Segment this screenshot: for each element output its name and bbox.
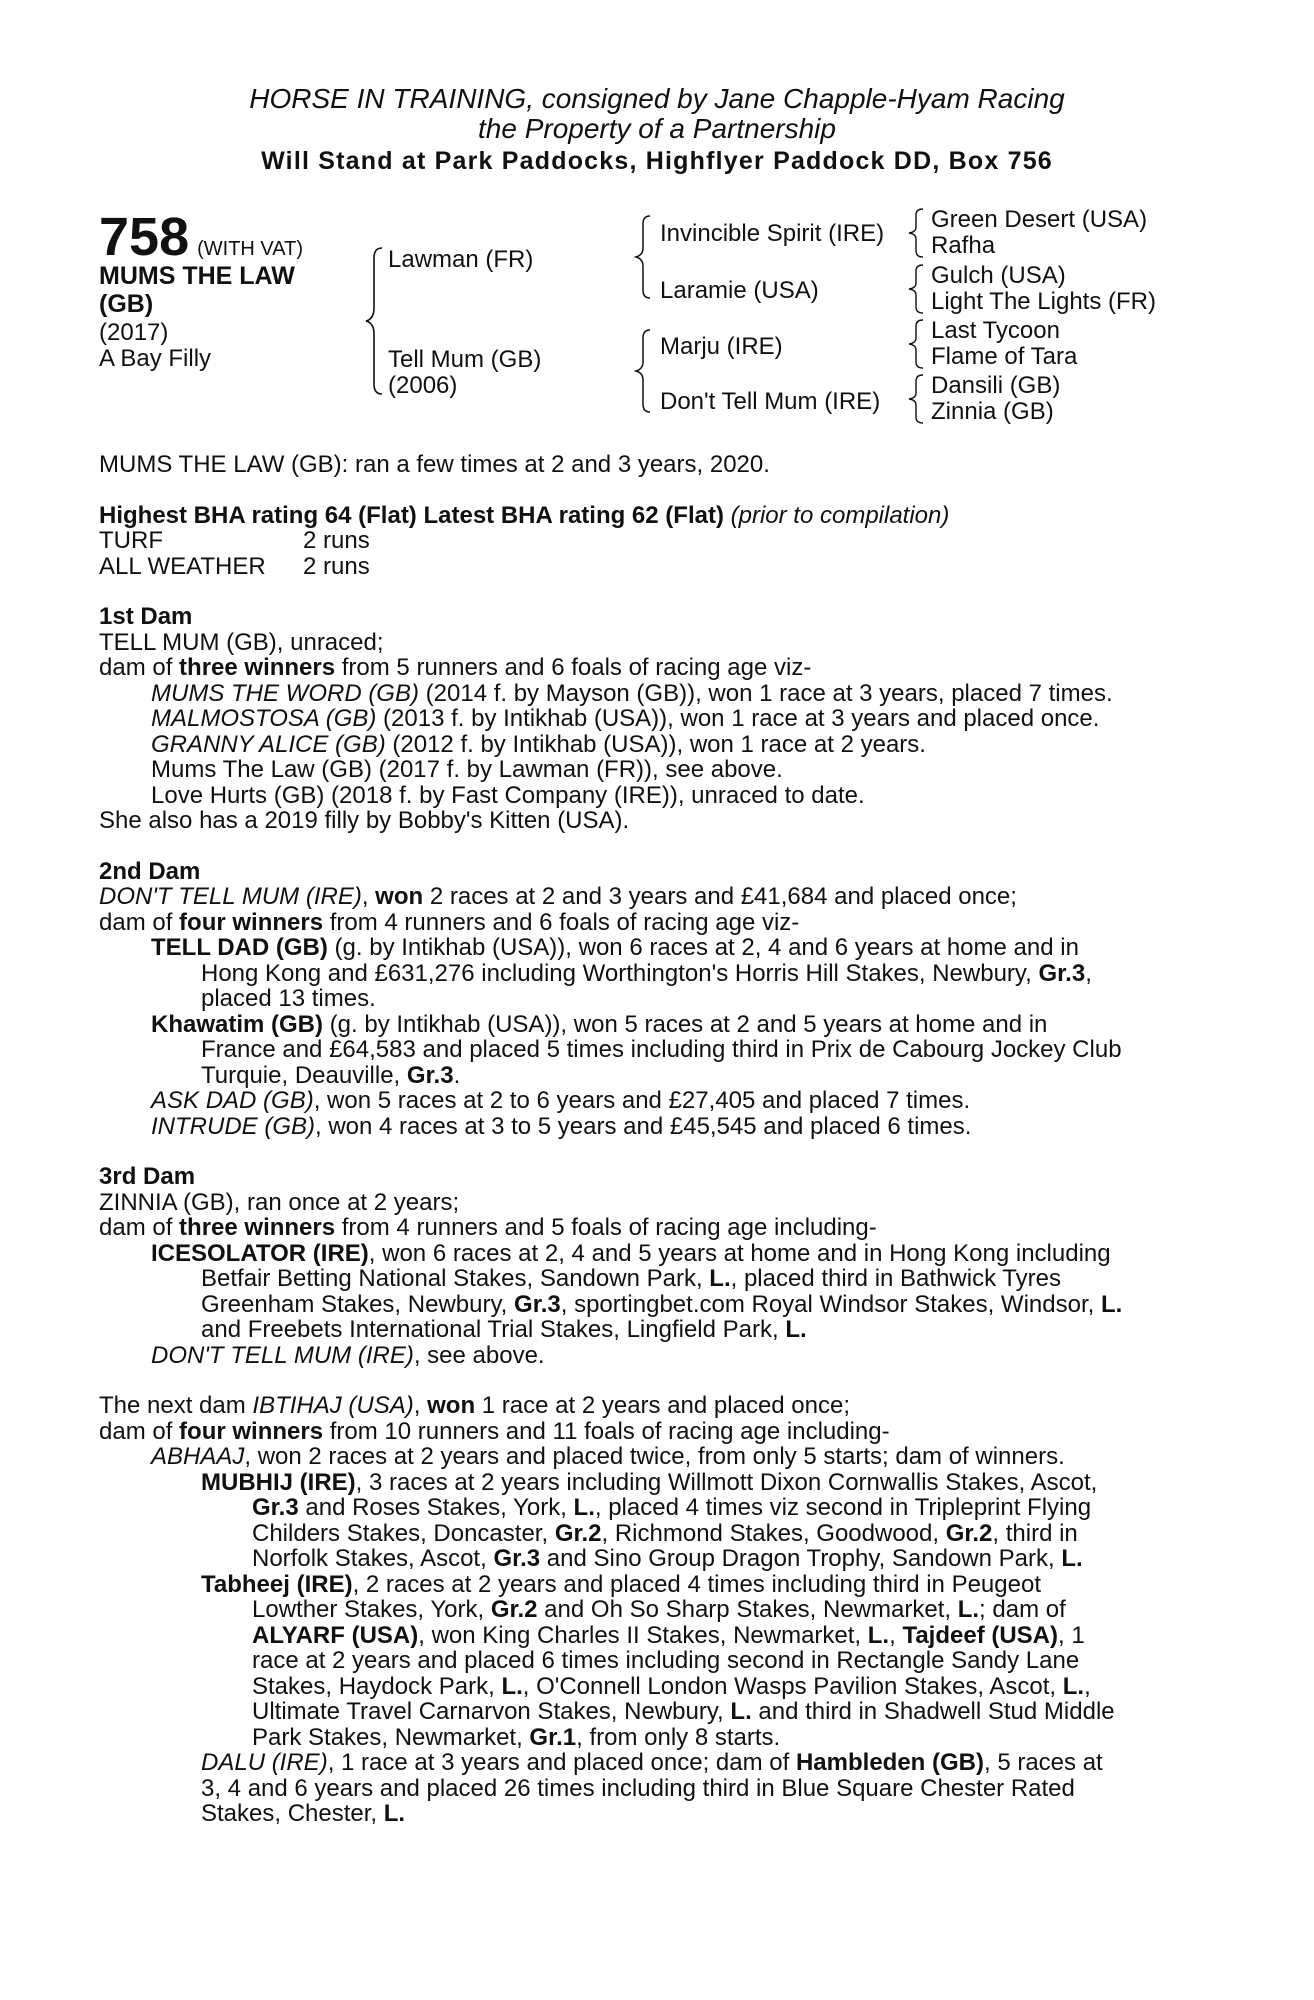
list-item: ICESOLATOR (IRE), won 6 races at 2, 4 and 5 years at home and in Hong Kong including [151, 1239, 1111, 1267]
list-item-cont: Stakes, Chester, L. [201, 1800, 406, 1827]
pedigree-dam: Tell Mum (GB) [388, 346, 542, 373]
pedigree-g3-5: Last Tycoon [931, 317, 1060, 344]
pedigree-sire-sire: Invincible Spirit (IRE) [660, 220, 885, 247]
list-item-cont: Childers Stakes, Doncaster, Gr.2, Richmond Stakes, Goodwood, Gr.2, third in [252, 1519, 1078, 1547]
pedigree-sire: Lawman (FR) [388, 246, 534, 273]
list-item-cont: France and £64,583 and placed 5 times including third in Prix de Cabourg Jockey Club [201, 1036, 1122, 1063]
list-item-cont: Lowther Stakes, York, Gr.2 and Oh So Sharp Stakes, Newmarket, L.; dam of [252, 1596, 1066, 1623]
bha-ratings [99, 503, 1209, 529]
pedigree-g3-1: Green Desert (USA) [931, 206, 1148, 233]
first-dam-note: She also has a 2019 filly by Bobby's Kitten (USA). [99, 807, 630, 834]
list-item: GRANNY ALICE (GB) (2012 f. by Intikhab (USA)), won 1 race at 2 years. [151, 730, 926, 758]
pedigree-g3-8: Zinnia (GB) [931, 398, 1054, 425]
vat-label: (WITH VAT) [197, 238, 304, 260]
list-item: INTRUDE (GB), won 4 races at 3 to 5 years and £45,545 and placed 6 times. [151, 1112, 972, 1140]
pedigree-g3-7: Dansili (GB) [931, 372, 1061, 399]
list-item: MALMOSTOSA (GB) (2013 f. by Intikhab (USA)), won 1 race at 3 years and placed once. [151, 705, 1100, 732]
rating-note: (prior to compilation) [730, 501, 950, 529]
horse-name [99, 262, 359, 318]
second-dam-line: DON'T TELL MUM (IRE), won 2 races at 2 and 3 years and £41,684 and placed once; [99, 883, 1017, 910]
catalogue-body [99, 452, 1209, 1827]
next-dam-line: The next dam IBTIHAJ (USA), won 1 race at 2 years and placed once; [99, 1392, 851, 1419]
turf-value: 2 runs [303, 527, 370, 554]
turf-label: TURF [99, 527, 163, 554]
sire-line-brace [632, 214, 656, 300]
list-item: ASK DAD (GB), won 5 races at 2 to 6 years and £27,405 and placed 7 times. [151, 1087, 971, 1114]
stand-location-line: Will Stand at Park Paddocks, Highflyer Paddock DD, Box 756 [261, 147, 1053, 175]
foaling-year: (2017) [99, 319, 169, 346]
race-summary: MUMS THE LAW (GB): ran a few times at 2 and 3 years, 2020. [99, 451, 770, 478]
list-item-cont: Stakes, Haydock Park, L., O'Connell London Wasps Pavilion Stakes, Ascot, L., [252, 1672, 1091, 1700]
gen3-brace-4 [905, 373, 929, 425]
aw-runs [99, 554, 1209, 580]
consignor-line: HORSE IN TRAINING, consigned by Jane Chapple-Hyam Racing [249, 83, 1065, 114]
list-item-cont: Greenham Stakes, Newbury, Gr.3, sportingbet.com Royal Windsor Stakes, Windsor, L. [201, 1290, 1123, 1318]
second-dam-produce: dam of four winners from 4 runners and 6 foals of racing age viz- [99, 908, 800, 936]
list-item: Love Hurts (GB) (2018 f. by Fast Company (IRE)), unraced to date. [151, 781, 865, 809]
list-item: DALU (IRE), 1 race at 3 years and placed once; dam of Hambleden (GB), 5 races at [201, 1749, 1103, 1776]
pedigree-dam-sire: Marju (IRE) [660, 333, 783, 360]
list-item-cont: Gr.3 and Roses Stakes, York, L., placed 4 times viz second in Tripleprint Flying [252, 1494, 1092, 1521]
list-item: Tabheej (IRE), 2 races at 2 years and placed 4 times including third in Peugeot [201, 1570, 1041, 1598]
next-dam-produce: dam of four winners from 10 runners and 11 foals of racing age including- [99, 1417, 890, 1445]
list-item-cont: Norfolk Stakes, Ascot, Gr.3 and Sino Group Dragon Trophy, Sandown Park, L. [252, 1545, 1083, 1572]
third-dam-line: ZINNIA (GB), ran once at 2 years; [99, 1188, 460, 1216]
list-item-cont: 3, 4 and 6 years and placed 26 times including third in Blue Square Chester Rated [201, 1774, 1075, 1802]
list-item-cont: Betfair Betting National Stakes, Sandown Park, L., placed third in Bathwick Tyres [201, 1265, 1061, 1292]
list-item: ABHAAJ, won 2 races at 2 years and placed twice, from only 5 starts; dam of winners. [151, 1443, 1065, 1470]
second-dam-heading: 2nd Dam [99, 857, 201, 885]
turf-runs [99, 528, 1209, 554]
pedigree-g3-6: Flame of Tara [931, 343, 1078, 370]
gen3-brace-3 [905, 318, 929, 370]
gen3-brace-1 [905, 207, 929, 259]
list-item-cont: ALYARF (USA), won King Charles II Stakes, Newmarket, L., Tajdeef (USA), 1 [252, 1621, 1085, 1649]
list-item: DON'T TELL MUM (IRE), see above. [151, 1341, 545, 1369]
list-item-cont: Turquie, Deauville, Gr.3. [201, 1061, 461, 1089]
list-item-cont: and Freebets International Trial Stakes, Lingfield Park, L. [201, 1316, 807, 1343]
list-item-cont: Park Stakes, Newmarket, Gr.1, from only 8 starts. [252, 1723, 781, 1751]
first-dam-heading: 1st Dam [99, 603, 193, 630]
gen3-brace-2 [905, 263, 929, 315]
pedigree-g3-4: Light The Lights (FR) [931, 288, 1156, 315]
list-item: MUBHIJ (IRE), 3 races at 2 years including Willmott Dixon Cornwallis Stakes, Ascot, [201, 1468, 1098, 1496]
list-item: Mums The Law (GB) (2017 f. by Lawman (FR)), see above. [151, 756, 783, 783]
list-item-cont: Ultimate Travel Carnarvon Stakes, Newbury, L. and third in Shadwell Stud Middle [252, 1698, 1115, 1725]
aw-label: ALL WEATHER [99, 552, 266, 580]
list-item-cont: Hong Kong and £631,276 including Worthington's Horris Hill Stakes, Newbury, Gr.3, [201, 959, 1092, 987]
list-item-cont: placed 13 times. [201, 985, 376, 1012]
first-dam-line: TELL MUM (GB), unraced; [99, 628, 384, 656]
first-dam-produce: dam of three winners from 5 runners and 6 foals of racing age viz- [99, 654, 812, 681]
pedigree-g3-2: Rafha [931, 232, 996, 259]
aw-value: 2 runs [303, 552, 370, 580]
horse-name-line: MUMS THE LAW [99, 262, 295, 290]
rating-text: Highest BHA rating 64 (Flat) Latest BHA rating 62 (Flat) [99, 501, 724, 529]
list-item: Khawatim (GB) (g. by Intikhab (USA)), won 5 races at 2 and 5 years at home and in [151, 1010, 1048, 1038]
lot-heading [99, 207, 304, 267]
horse-description: A Bay Filly [99, 345, 212, 372]
horse-country: (GB) [99, 290, 154, 318]
list-item-cont: race at 2 years and placed 6 times including second in Rectangle Sandy Lane [252, 1647, 1080, 1674]
sire-dam-brace [362, 246, 388, 396]
pedigree-dam-year: (2006) [388, 372, 458, 399]
pedigree-sire-dam: Laramie (USA) [660, 277, 819, 304]
lot-number: 758 [99, 207, 190, 267]
dam-line-brace [632, 328, 656, 414]
pedigree-dam-dam: Don't Tell Mum (IRE) [660, 388, 881, 415]
third-dam-heading: 3rd Dam [99, 1163, 196, 1190]
list-item: MUMS THE WORD (GB) (2014 f. by Mayson (GB)), won 1 race at 3 years, placed 7 times. [151, 679, 1113, 707]
pedigree-g3-3: Gulch (USA) [931, 262, 1066, 289]
property-line: the Property of a Partnership [478, 113, 836, 144]
list-item: TELL DAD (GB) (g. by Intikhab (USA)), won 6 races at 2, 4 and 6 years at home and in [151, 934, 1079, 961]
third-dam-produce: dam of three winners from 4 runners and 5 foals of racing age including- [99, 1214, 877, 1241]
